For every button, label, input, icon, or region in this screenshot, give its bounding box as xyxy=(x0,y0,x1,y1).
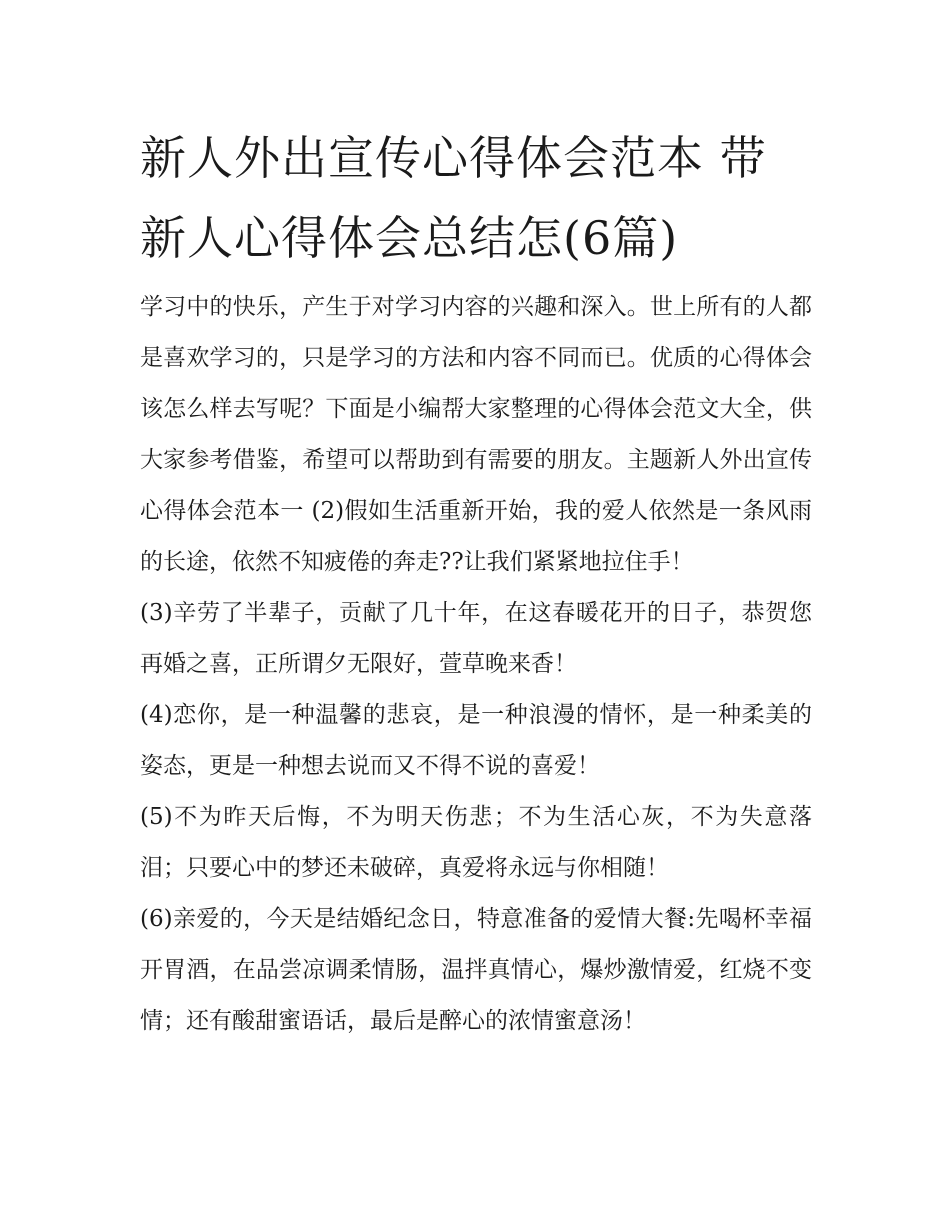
document-title: 新人外出宣传心得体会范本 带新人心得体会总结怎(6篇) xyxy=(140,131,767,265)
paragraph-6: (6)亲爱的，今天是结婚纪念日，特意准备的爱情大餐:先喝杯幸福开胃酒，在品尝凉调柔情肠，温拌真情心，爆炒激情爱，红烧不变情；还有酸甜蜜语话，最后是醉心的浓情蜜意汤！ xyxy=(140,906,812,1034)
paragraph-intro: 学习中的快乐，产生于对学习内容的兴趣和深入。世上所有的人都是喜欢学习的，只是学习的方法和内容不同而已。优质的心得体会该怎么样去写呢？下面是小编帮大家整理的心得体会范文大全，供大家参考借鉴，希望可以帮助到有需要的朋友。主题新人外出宣传心得体会范本一 (2)假如生活重新开始，我的爱人依然是一条风雨的长途，依然不知疲倦的奔走??让我们紧紧地拉住手！ xyxy=(140,294,812,575)
paragraph-4: (4)恋你，是一种温馨的悲哀，是一种浪漫的情怀，是一种柔美的姿态，更是一种想去说而又不得不说的喜爱！ xyxy=(140,702,812,779)
document-page xyxy=(140,118,812,1047)
paragraph-5: (5)不为昨天后悔，不为明天伤悲；不为生活心灰，不为失意落泪；只要心中的梦还未破碎，真爱将永远与你相随！ xyxy=(140,804,812,881)
paragraph-3: (3)辛劳了半辈子，贡献了几十年，在这春暖花开的日子，恭贺您再婚之喜，正所谓夕无限好，萱草晚来香！ xyxy=(140,600,812,677)
document-body xyxy=(140,282,812,1047)
